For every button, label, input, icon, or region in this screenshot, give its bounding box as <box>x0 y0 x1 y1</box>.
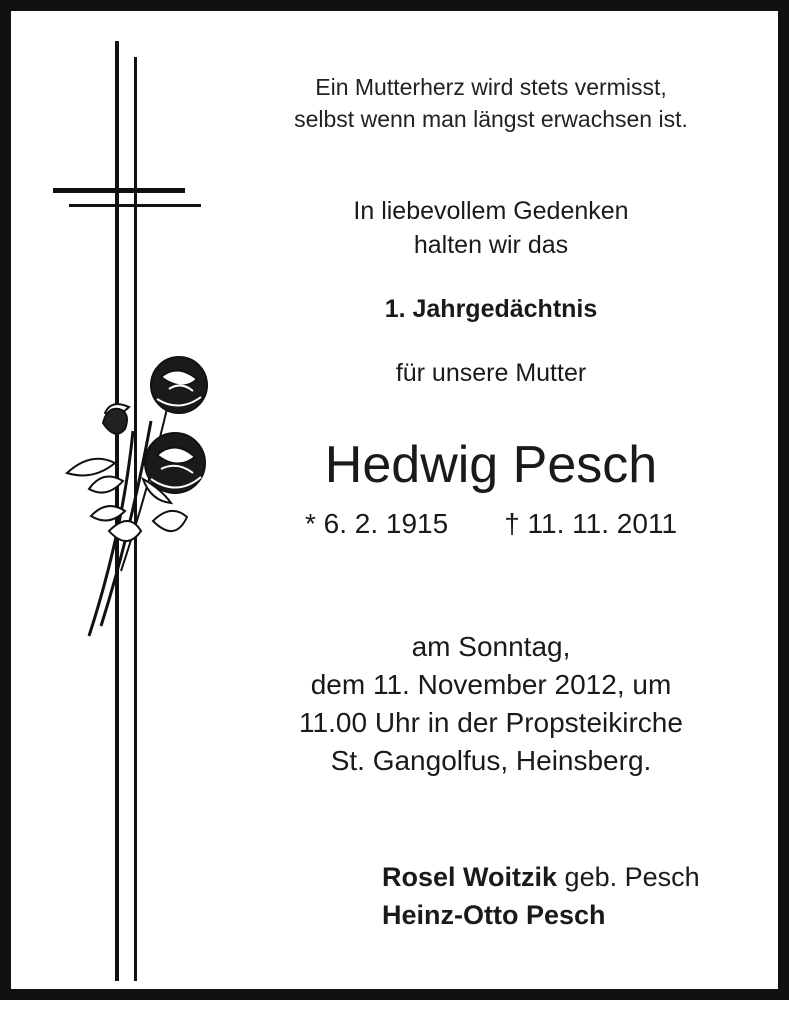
life-dates <box>221 506 761 542</box>
memorial-verse <box>221 71 761 135</box>
mourner-2 <box>382 896 700 934</box>
occasion-heading: 1. Jahrgedächtnis <box>384 295 598 323</box>
birth-date: * 6. 2. 1915 <box>304 508 449 539</box>
service-line-1: am Sonntag, <box>411 631 571 662</box>
mourner-suffix: geb. Pesch <box>564 862 700 892</box>
mourner-1 <box>382 858 700 896</box>
service-details <box>221 628 761 780</box>
service-line-3: 11.00 Uhr in der Propsteikirche <box>299 707 683 738</box>
mourner-name: Rosel Woitzik <box>382 862 558 892</box>
for-line: für unsere Mutter <box>395 359 587 387</box>
verse-line-1: Ein Mutterherz wird stets vermisst, <box>315 74 667 100</box>
death-date: † 11. 11. 2011 <box>504 508 678 539</box>
verse-line-2: selbst wenn man längst erwachsen ist. <box>294 106 688 132</box>
mourners-list <box>382 858 700 934</box>
service-line-2: dem 11. November 2012, um <box>310 669 672 700</box>
mourner-name: Heinz-Otto Pesch <box>382 900 606 930</box>
roses-icon <box>67 357 207 636</box>
intro-text <box>221 194 761 262</box>
intro-line-1: In liebevollem Gedenken <box>353 197 629 225</box>
deceased-name: Hedwig Pesch <box>324 436 658 494</box>
service-line-4: St. Gangolfus, Heinsberg. <box>330 745 652 776</box>
intro-line-2: halten wir das <box>413 231 569 259</box>
